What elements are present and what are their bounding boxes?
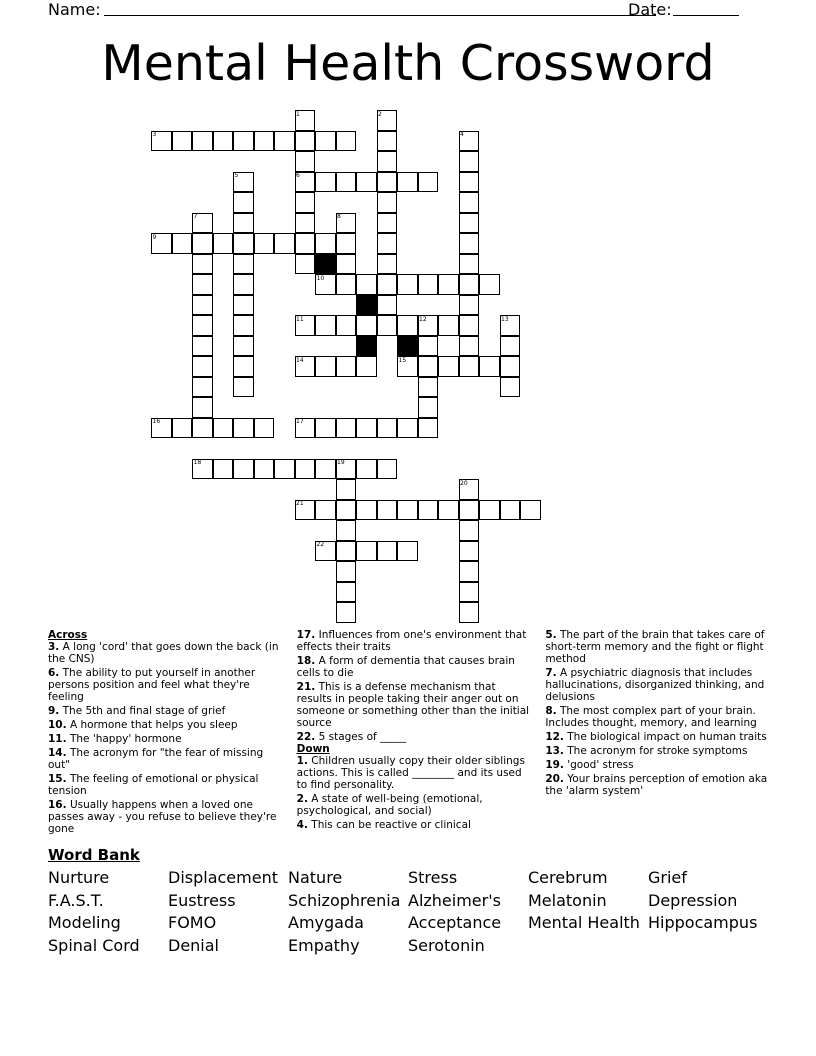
down-clue [545,667,778,703]
crossword-cell[interactable] [213,418,234,439]
crossword-cell[interactable] [459,541,480,562]
clue-text: A hormone that helps you sleep [66,719,238,731]
crossword-cell[interactable] [459,274,480,295]
crossword-cell[interactable] [233,192,254,213]
word-bank-item: Schizophrenia [288,890,401,910]
crossword-cell[interactable] [336,131,357,152]
across-clue [297,629,530,653]
crossword-cell[interactable] [336,541,357,562]
crossword-cell[interactable] [377,295,398,316]
clue-text: A form of dementia that causes brain cells to die [296,655,515,679]
crossword-cell[interactable] [459,172,480,193]
word-bank-item: F.A.S.T. [48,890,104,910]
crossword-cell[interactable] [459,356,480,377]
down-clue [297,819,530,831]
clues-section [48,629,778,841]
crossword-cell[interactable] [336,479,357,500]
black-cell [356,295,377,316]
clue-text: The feeling of emotional or physical tension [48,773,259,797]
down-clue [545,705,778,729]
crossword-cell[interactable] [315,315,336,336]
crossword-cell[interactable] [192,336,213,357]
crossword-cell[interactable] [213,233,234,254]
crossword-cell[interactable] [479,500,500,521]
clue-number: 12. [545,731,564,743]
crossword-cell[interactable] [418,356,439,377]
crossword-cell[interactable] [438,356,459,377]
word-bank-item: Modeling [48,913,121,933]
crossword-cell[interactable] [233,131,254,152]
word-bank-item: Amygada [288,913,364,933]
crossword-cell[interactable] [274,233,295,254]
crossword-cell[interactable] [356,356,377,377]
word-bank-item: Grief [648,868,687,887]
crossword-cell[interactable] [233,356,254,377]
crossword-cell[interactable] [479,356,500,377]
down-clue [297,755,530,791]
crossword-cell[interactable] [192,377,213,398]
clue-number-8: 8 [337,213,341,220]
word-bank-item: Serotonin [408,936,485,956]
down-clue [545,629,778,665]
clue-number: 10. [48,719,67,731]
crossword-cell[interactable] [356,541,377,562]
clue-text: This can be reactive or clinical [307,819,471,831]
clue-number-22: 22 [316,541,325,548]
crossword-cell[interactable] [336,356,357,377]
down-clue [545,773,778,797]
across-clue [48,719,281,731]
crossword-cell[interactable] [172,131,193,152]
clue-number: 21. [296,681,316,693]
crossword-cell[interactable] [295,213,316,234]
crossword-cell[interactable] [377,500,398,521]
word-bank-grid [48,867,768,958]
crossword-cell[interactable] [377,172,398,193]
crossword-cell[interactable] [500,336,521,357]
crossword-cell[interactable] [336,561,357,582]
crossword-cell[interactable] [295,459,316,480]
clue-number-6: 6 [296,172,300,179]
crossword-cell[interactable] [377,315,398,336]
crossword-cell[interactable] [377,131,398,152]
crossword-cell[interactable] [500,377,521,398]
crossword-cell[interactable] [418,336,439,357]
clue-number-3: 3 [152,131,157,138]
crossword-cell[interactable] [418,377,439,398]
clue-number: 3. [48,641,60,653]
word-bank-item: Cerebrum [528,868,608,887]
crossword-cell[interactable] [479,274,500,295]
word-bank [48,846,768,958]
clue-text: The biological impact on human traits [563,731,767,743]
crossword-cell[interactable] [459,315,480,336]
across-clue [48,799,281,835]
clue-number-20: 20 [460,479,468,487]
clue-text: Children usually copy their older siblings actions. This is called ________ and its used to find personality. [296,755,525,791]
crossword-cell[interactable] [418,274,439,295]
crossword-cell[interactable] [459,582,480,603]
crossword-cell[interactable] [397,500,418,521]
clue-number: 2. [296,793,308,805]
clue-text: 5 stages of _____ [315,731,407,743]
crossword-cell[interactable] [377,418,398,439]
clue-text: Usually happens when a loved one passes away - you refuse to believe they're gone [48,799,277,835]
across-clue [48,705,281,717]
down-clue [297,793,530,817]
clue-text: Your brains perception of emotion aka the 'alarm system' [545,773,768,797]
word-bank-item: Nurture [48,868,110,887]
clue-number: 1. [296,755,308,767]
crossword-cell[interactable] [336,315,357,336]
crossword-cell[interactable] [418,500,439,521]
crossword-cell[interactable] [377,254,398,275]
clue-number-2: 2 [378,110,382,118]
crossword-cell[interactable] [459,213,480,234]
clue-number: 17. [296,629,316,641]
crossword-cell[interactable] [254,131,275,152]
clue-number: 14. [48,747,67,759]
clue-number: 7. [545,667,557,679]
word-bank-item: Acceptance [408,913,502,933]
crossword-cell[interactable] [418,418,439,439]
crossword-cell[interactable] [315,233,336,254]
crossword-cell[interactable] [459,295,480,316]
crossword-cell[interactable] [233,459,254,480]
clue-text: This is a defense mechanism that results in people taking their anger out on someone or something other than the initial source [296,681,530,729]
crossword-cell[interactable] [336,500,357,521]
clue-text: Influences from one's environment that effects their traits [296,629,527,653]
crossword-cell[interactable] [213,459,234,480]
black-cell [315,254,336,275]
clue-text: The 5th and final stage of grief [59,705,226,717]
clue-number: 8. [545,705,557,717]
crossword-cell[interactable] [397,274,418,295]
crossword-cell[interactable] [459,520,480,541]
across-clue [297,731,530,743]
crossword-cell[interactable] [459,602,480,623]
clue-number: 13. [545,745,564,757]
across-clue [297,681,530,729]
down-clue [545,745,778,757]
clue-text: 'good' stress [563,759,634,771]
word-bank-item: Spinal Cord [48,936,140,956]
crossword-cell[interactable] [377,233,398,254]
clue-number: 22. [296,731,316,743]
down-clue [545,731,778,743]
clue-number: 11. [48,733,67,745]
word-bank-item: Alzheimer's [408,890,501,910]
clue-number-16: 16 [152,418,161,425]
crossword-cell[interactable] [336,274,357,295]
across-clue [297,655,530,679]
clue-number-11: 11 [296,315,304,323]
crossword-cell[interactable] [274,131,295,152]
word-bank-item: Mental Health [528,913,640,933]
black-cell [356,336,377,357]
crossword-cell[interactable] [233,377,254,398]
clue-number-18: 18 [193,459,202,466]
word-bank-item: Hippocampus [648,913,758,933]
crossword-cell[interactable] [438,315,459,336]
crossword-cell[interactable] [192,315,213,336]
across-clue [48,773,281,797]
crossword-cell[interactable] [377,192,398,213]
clue-number-15: 15 [398,356,407,364]
crossword-cell[interactable] [397,315,418,336]
clue-number-19: 19 [337,459,345,466]
crossword-cell[interactable] [192,131,213,152]
crossword-cell[interactable] [336,233,357,254]
clue-text: A psychiatric diagnosis that includes hallucinations, disorganized thinking, and delusions [545,667,765,703]
crossword-cell[interactable] [397,172,418,193]
across-heading: Across [48,629,88,641]
crossword-cell[interactable] [459,233,480,254]
clue-number-7: 7 [193,213,198,220]
crossword-cell[interactable] [418,172,439,193]
across-clue [48,641,281,665]
crossword-cell[interactable] [377,541,398,562]
word-bank-item: Denial [168,936,219,956]
crossword-cell[interactable] [377,459,398,480]
clue-number: 18. [296,655,316,667]
crossword-cell[interactable] [315,172,336,193]
crossword-cell[interactable] [459,561,480,582]
crossword-cell[interactable] [213,131,234,152]
crossword-cell[interactable] [192,254,213,275]
crossword-cell[interactable] [418,397,439,418]
crossword-cell[interactable] [336,418,357,439]
crossword-cell[interactable] [172,418,193,439]
clue-number: 4. [296,819,308,831]
crossword-cell[interactable] [500,500,521,521]
clue-text: The ability to put yourself in another persons position and feel what they're feeling [48,667,256,703]
crossword-cell[interactable] [233,213,254,234]
crossword-cell[interactable] [520,500,541,521]
crossword-cell[interactable] [295,192,316,213]
crossword-cell[interactable] [356,172,377,193]
crossword-cell[interactable] [192,233,213,254]
word-bank-item: Melatonin [528,890,607,910]
crossword-cell[interactable] [336,254,357,275]
clue-number: 20. [545,773,564,785]
crossword-cell[interactable] [459,336,480,357]
name-label: Name: [48,0,101,19]
page-title: Mental Health Crossword [101,35,715,92]
crossword-cell[interactable] [315,459,336,480]
crossword-cell[interactable] [377,274,398,295]
word-bank-item: Eustress [168,890,236,910]
clue-number: 16. [48,799,67,811]
clue-text: The acronym for stroke symptoms [563,745,748,757]
down-heading: Down [296,743,330,755]
clue-number-12: 12 [419,315,427,323]
word-bank-item: Depression [648,890,738,910]
crossword-cell[interactable] [356,418,377,439]
crossword-cell[interactable] [336,172,357,193]
crossword-cell[interactable] [233,254,254,275]
crossword-cell[interactable] [233,295,254,316]
crossword-cell[interactable] [459,151,480,172]
crossword-cell[interactable] [356,500,377,521]
across-clue [48,747,281,771]
word-bank-item: FOMO [168,913,217,933]
crossword-cell[interactable] [192,397,213,418]
crossword-cell[interactable] [397,418,418,439]
crossword-cell[interactable] [315,356,336,377]
crossword-cell[interactable] [459,500,480,521]
clue-text: The most complex part of your brain. Includes thought, memory, and learning [545,705,757,729]
word-bank-item: Displacement [168,868,278,887]
crossword-cell[interactable] [192,418,213,439]
crossword-cell[interactable] [233,336,254,357]
crossword-cell[interactable] [254,459,275,480]
word-bank-item: Empathy [288,936,360,956]
clue-number-17: 17 [296,418,304,425]
black-cell [397,336,418,357]
crossword-cell[interactable] [295,233,316,254]
crossword-cell[interactable] [172,233,193,254]
crossword-cell[interactable] [500,356,521,377]
clue-number-5: 5 [234,172,239,179]
crossword-cell[interactable] [459,192,480,213]
crossword-cell[interactable] [315,500,336,521]
crossword-cell[interactable] [274,459,295,480]
crossword-cell[interactable] [336,602,357,623]
crossword-cell[interactable] [336,520,357,541]
crossword-cell[interactable] [315,131,336,152]
crossword-cell[interactable] [295,131,316,152]
crossword-cell[interactable] [233,418,254,439]
crossword-cell[interactable] [192,274,213,295]
date-label: Date: [628,0,672,19]
clue-number-1: 1 [296,110,300,118]
clue-number-13: 13 [501,315,509,323]
down-clue [545,759,778,771]
crossword-cell[interactable] [377,151,398,172]
crossword-cell[interactable] [459,254,480,275]
crossword-cell[interactable] [233,233,254,254]
crossword-cell[interactable] [356,315,377,336]
across-clue [48,667,281,703]
clue-number: 6. [48,667,60,679]
crossword-cell[interactable] [192,356,213,377]
crossword-cell[interactable] [254,418,275,439]
crossword-cell[interactable] [397,541,418,562]
clue-number: 9. [48,705,60,717]
word-bank-item: Nature [288,868,343,887]
crossword-cell[interactable] [254,233,275,254]
clue-number-9: 9 [152,233,157,241]
crossword-cell[interactable] [356,274,377,295]
crossword-cell[interactable] [192,295,213,316]
across-clue [48,733,281,745]
clue-number-21: 21 [296,500,304,507]
clue-number: 19. [545,759,564,771]
crossword-cell[interactable] [233,315,254,336]
clue-text: The part of the brain that takes care of short-term memory and the fight or flight method [545,629,765,665]
clue-number-10: 10 [316,274,325,282]
crossword-cell[interactable] [295,254,316,275]
crossword-cell[interactable] [336,582,357,603]
crossword-cell[interactable] [315,418,336,439]
clue-text: A long 'cord' that goes down the back (in the CNS) [48,641,279,665]
clue-number-14: 14 [296,356,304,364]
crossword-cell[interactable] [233,274,254,295]
clue-number: 5. [545,629,557,641]
clue-text: A state of well-being (emotional, psychological, and social) [296,793,483,817]
crossword-cell[interactable] [438,274,459,295]
crossword-cell[interactable] [295,151,316,172]
word-bank-item: Stress [408,868,458,887]
crossword-cell[interactable] [356,459,377,480]
clue-number: 15. [48,773,67,785]
word-bank-title: Word Bank [48,846,140,864]
clue-number-4: 4 [460,131,464,138]
crossword-cell[interactable] [377,213,398,234]
crossword-cell[interactable] [438,500,459,521]
clue-text: The acronym for "the fear of missing out" [48,747,264,771]
clue-text: The 'happy' hormone [66,733,182,745]
